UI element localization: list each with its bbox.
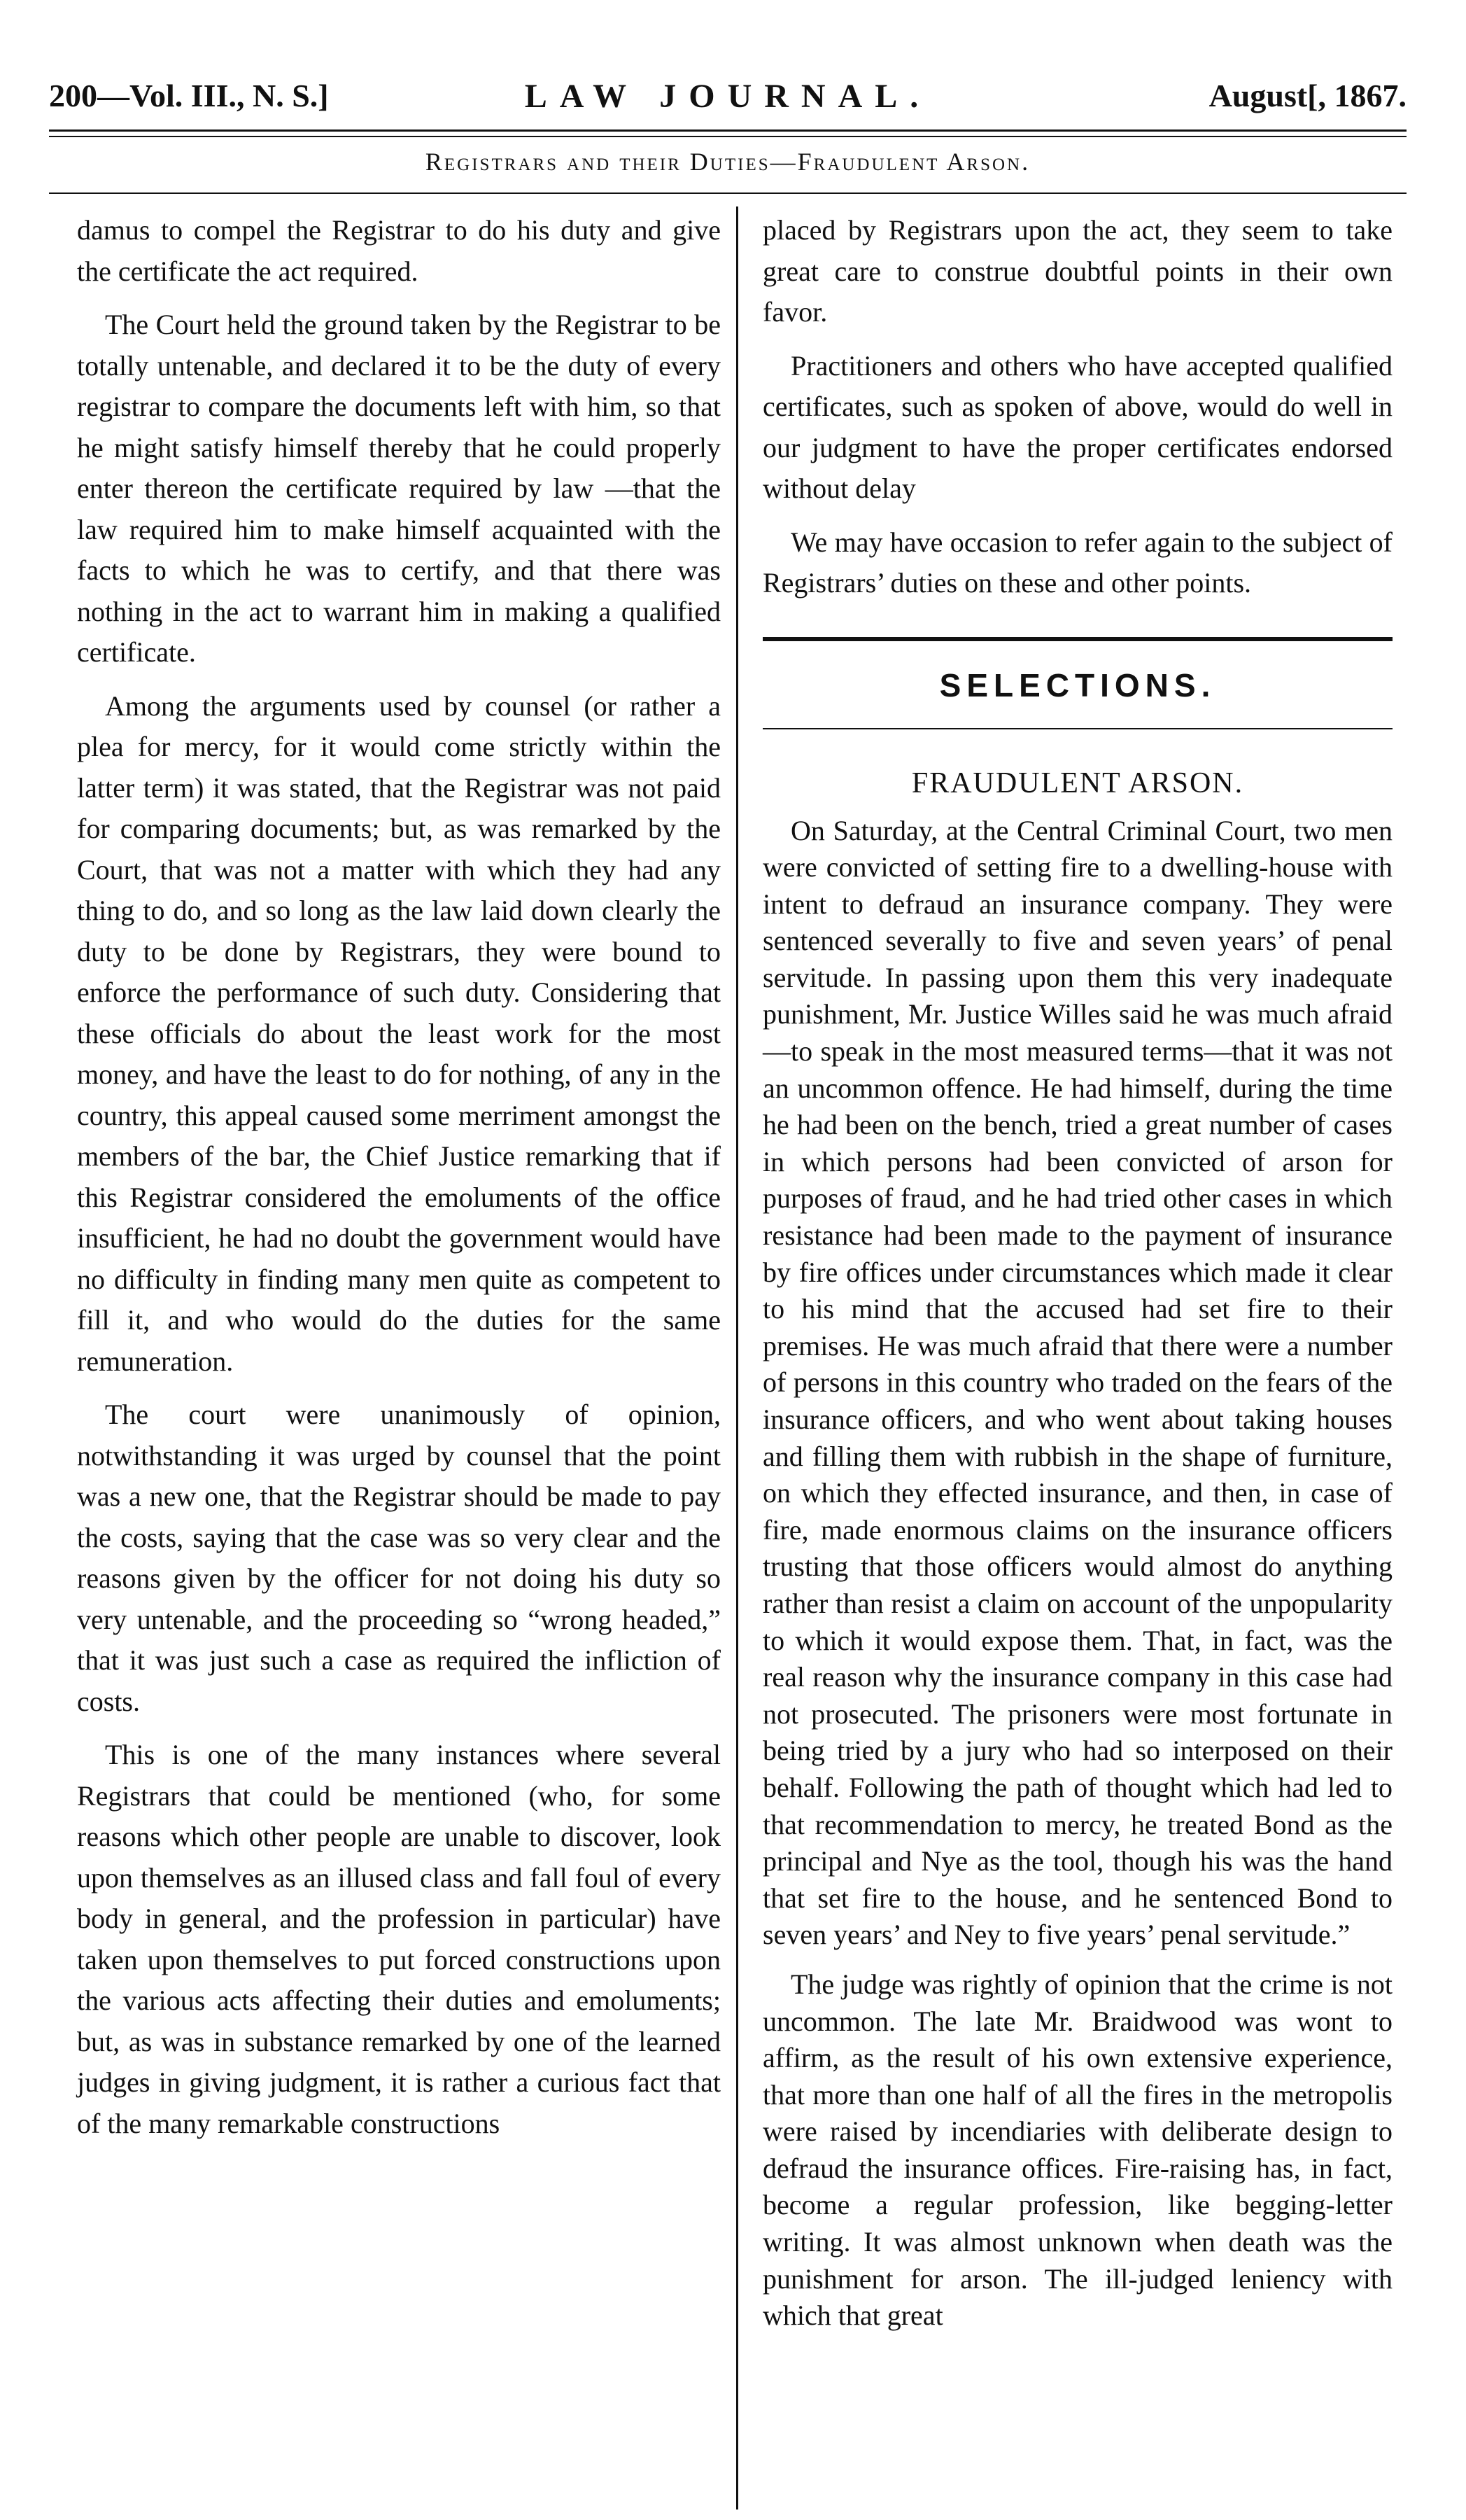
selections-heading-block bbox=[763, 637, 1393, 729]
running-subheader: Registrars and their Duties—Fraudulent Arson. bbox=[425, 148, 1031, 176]
right-column-article bbox=[763, 763, 1393, 2347]
paragraph: The judge was rightly of opinion that the crime is not uncommon. The late Mr. Braidwood was wont to affirm, as the result of his own extensive experience, that more than one half of all the fires in the metropolis were raised by incendiaries with deliberate design to defraud the insurance offices. Fire-raising has, in fact, become a regular profession, like begging-letter writing. It was almost unknown when death was the punishment for arson. The ill-judged leniency with which that great bbox=[763, 1968, 1393, 2332]
column-divider bbox=[736, 206, 738, 2510]
paragraph: Among the arguments used by counsel (or rather a plea for mercy, for it would come strictly within the latter term) it was stated, that the Registrar was not paid for comparing documents; but, as was remarked by the Court, that was not a matter with which they had any thing to do, and so long as the law laid down clearly the duty to be done by Registrars, they were bound to enforce the performance of such duty. Considering that these officials do about the least work for the most money, and have the least to do for nothing, of any in the country, this appeal caused some merriment amongst the members of the bar, the Chief Justice remarking that if this Registrar considered the emoluments of the office insufficient, he had no doubt the government would have no difficulty in finding many men quite as competent to fill it, and who would do the duties for the same remuneration. bbox=[77, 690, 721, 1377]
section-title: SELECTIONS. bbox=[939, 667, 1216, 704]
article-title: FRAUDULENT ARSON. bbox=[911, 767, 1244, 799]
section-thick-rule bbox=[763, 637, 1393, 641]
paragraph: damus to compel the Registrar to do his duty and give the certificate the act required. bbox=[77, 214, 721, 287]
right-column-top bbox=[763, 210, 1393, 617]
page-header bbox=[49, 70, 1407, 126]
subheader-rule bbox=[49, 192, 1407, 194]
paragraph: The Court held the ground taken by the Registrar to be totally untenable, and declared it to be the duty of every registrar to compare the documents left with him, so that he might satisfy himself thereby that he could properly enter thereon the certificate required by law —that the law required him to make himself acquainted with the facts to which he was to certify, and that there was nothing in the act to warrant him in making a qualified certificate. bbox=[77, 309, 721, 668]
paragraph: We may have occasion to refer again to the subject of Registrars’ duties on these and other points. bbox=[763, 526, 1393, 598]
paragraph: placed by Registrars upon the act, they seem to take great care to construe doubtful points in their own favor. bbox=[763, 214, 1393, 328]
paragraph: On Saturday, at the Central Criminal Court, two men were convicted of setting fire to a dwelling-house with intent to defraud an insurance company. They were sentenced severally to five and seven years’ of penal servitude. In passing upon them this very inadequate punishment, Mr. Justice Willes said he was much afraid—to speak in the most measured terms—that it was not an uncommon offence. He had himself, during the time he had been on the bench, tried a great number of cases in which persons had been convicted of arson for purposes of fraud, and he had tried other cases in which resistance had been made to the payment of insurance by fire offices under circumstances which made it clear to his mind that the accused had set fire to their premises. He was much afraid that there were a number of persons in this country who traded on the fears of the insurance officers, and who went about taking houses and filling them with rubbish in the shape of furniture, on which they effected insurance, and then, in case of fire, made enormous claims on the insurance officers trusting that those officers would almost do anything rather than resist a claim on account of the unpopularity to which it would expose them. That, in fact, was the real reason why the insurance company in this case had not prosecuted. The prisoners were most fortunate in being tried by a jury who had so interposed on their behalf. Following the path of thought which had led to that recommendation to mercy, he treated Bond as the principal and Nye as the tool, though his was the hand that set fire to the house, and he sentenced Bond to seven years’ and Ney to five years’ penal servitude.” bbox=[763, 814, 1393, 1951]
paragraph: The court were unanimously of opinion, notwithstanding it was urged by counsel that the point was a new one, that the Registrar should be made to pay the costs, saying that the case was so very clear and the reasons given by the officer for not doing his duty so very untenable, and the proceeding so “wrong headed,” that it was just such a case as required the infliction of costs. bbox=[77, 1399, 721, 1717]
journal-title: LAW JOURNAL. bbox=[524, 78, 931, 115]
header-double-rule bbox=[49, 130, 1407, 137]
paragraph: Practitioners and others who have accepted qualified certificates, such as spoken of above, would do well in our judgment to have the proper certificates endorsed without delay bbox=[763, 349, 1393, 504]
section-thin-rule bbox=[763, 728, 1393, 729]
issue-date: August[, 1867. bbox=[1208, 78, 1407, 113]
left-column bbox=[77, 210, 721, 2157]
paragraph: This is one of the many instances where several Registrars that could be mentioned (who, for some reasons which other people are unable to discover, look upon themselves as an illused class and fall foul of every body in general, and the profession in particular) have taken upon themselves to put forced constructions upon the various acts affecting their duties and emoluments; but, as was in substance remarked by one of the learned judges in giving judgment, it is rather a curious fact that of the many remarkable constructions bbox=[77, 1739, 721, 2139]
page-number-volume: 200—Vol. III., N. S.] bbox=[49, 78, 329, 113]
